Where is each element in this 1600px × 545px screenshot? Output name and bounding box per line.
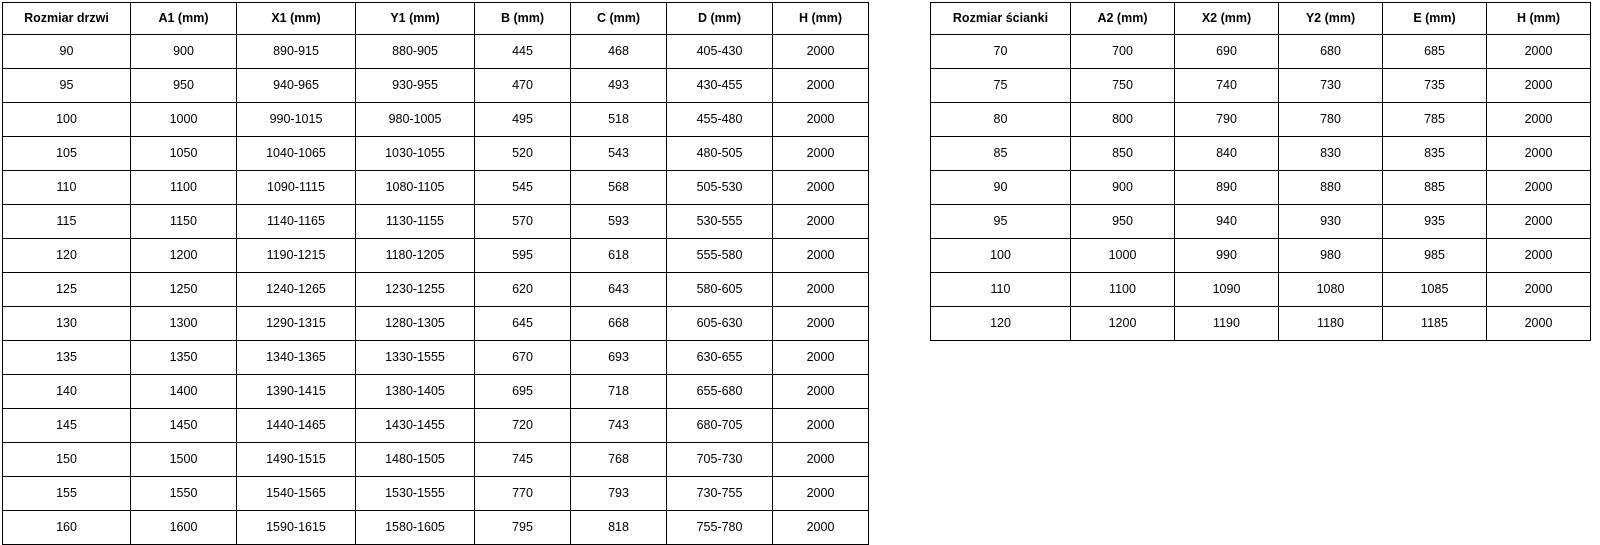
doors-cell: 605-630 [667, 307, 773, 341]
doors-cell: 545 [475, 171, 571, 205]
doors-cell: 1100 [131, 171, 237, 205]
doors-cell: 1400 [131, 375, 237, 409]
walls-cell: 735 [1383, 69, 1487, 103]
walls-cell: 680 [1279, 35, 1383, 69]
walls-cell: 940 [1175, 205, 1279, 239]
table-row [931, 205, 1591, 239]
doors-cell: 520 [475, 137, 571, 171]
walls-cell: 750 [1071, 69, 1175, 103]
table-row [3, 375, 869, 409]
doors-cell: 1000 [131, 103, 237, 137]
doors-cell: 120 [3, 239, 131, 273]
doors-cell: 2000 [773, 307, 869, 341]
table-row [3, 205, 869, 239]
doors-cell: 570 [475, 205, 571, 239]
doors-cell: 530-555 [667, 205, 773, 239]
walls-cell: 700 [1071, 35, 1175, 69]
walls-cell: 2000 [1487, 273, 1591, 307]
walls-header-cell: Y2 (mm) [1279, 3, 1383, 35]
table-row [931, 307, 1591, 341]
doors-cell: 2000 [773, 137, 869, 171]
table-row [931, 137, 1591, 171]
doors-cell: 580-605 [667, 273, 773, 307]
doors-cell: 155 [3, 477, 131, 511]
walls-table-body [931, 35, 1591, 341]
doors-cell: 1130-1155 [356, 205, 475, 239]
doors-cell: 643 [571, 273, 667, 307]
doors-cell: 818 [571, 511, 667, 545]
doors-cell: 768 [571, 443, 667, 477]
doors-cell: 880-905 [356, 35, 475, 69]
doors-cell: 1440-1465 [237, 409, 356, 443]
doors-cell: 1350 [131, 341, 237, 375]
doors-header-cell: H (mm) [773, 3, 869, 35]
walls-header-cell: Rozmiar ścianki [931, 3, 1071, 35]
walls-cell: 120 [931, 307, 1071, 341]
doors-cell: 1490-1515 [237, 443, 356, 477]
table-row [3, 137, 869, 171]
doors-cell: 2000 [773, 375, 869, 409]
table-row [3, 511, 869, 545]
doors-cell: 2000 [773, 409, 869, 443]
walls-cell: 110 [931, 273, 1071, 307]
walls-cell: 900 [1071, 171, 1175, 205]
doors-cell: 405-430 [667, 35, 773, 69]
doors-header-cell: Y1 (mm) [356, 3, 475, 35]
doors-cell: 2000 [773, 341, 869, 375]
doors-cell: 655-680 [667, 375, 773, 409]
doors-cell: 645 [475, 307, 571, 341]
walls-cell: 90 [931, 171, 1071, 205]
doors-cell: 2000 [773, 511, 869, 545]
doors-cell: 568 [571, 171, 667, 205]
walls-cell: 840 [1175, 137, 1279, 171]
walls-cell: 1090 [1175, 273, 1279, 307]
doors-cell: 2000 [773, 477, 869, 511]
doors-cell: 990-1015 [237, 103, 356, 137]
doors-cell: 693 [571, 341, 667, 375]
doors-cell: 1180-1205 [356, 239, 475, 273]
doors-cell: 1080-1105 [356, 171, 475, 205]
doors-cell: 480-505 [667, 137, 773, 171]
doors-cell: 1190-1215 [237, 239, 356, 273]
walls-cell: 935 [1383, 205, 1487, 239]
doors-cell: 900 [131, 35, 237, 69]
doors-cell: 705-730 [667, 443, 773, 477]
walls-cell: 930 [1279, 205, 1383, 239]
doors-table-head [3, 3, 869, 35]
walls-cell: 70 [931, 35, 1071, 69]
doors-cell: 125 [3, 273, 131, 307]
doors-cell: 743 [571, 409, 667, 443]
doors-cell: 100 [3, 103, 131, 137]
table-row [931, 171, 1591, 205]
doors-cell: 1540-1565 [237, 477, 356, 511]
doors-header-cell: C (mm) [571, 3, 667, 35]
doors-header-cell: A1 (mm) [131, 3, 237, 35]
doors-cell: 518 [571, 103, 667, 137]
doors-cell: 90 [3, 35, 131, 69]
table-row [3, 477, 869, 511]
doors-cell: 1430-1455 [356, 409, 475, 443]
walls-cell: 2000 [1487, 171, 1591, 205]
table-row [3, 307, 869, 341]
walls-cell: 685 [1383, 35, 1487, 69]
doors-cell: 950 [131, 69, 237, 103]
walls-cell: 1200 [1071, 307, 1175, 341]
doors-cell: 1480-1505 [356, 443, 475, 477]
table-row [931, 273, 1591, 307]
doors-cell: 493 [571, 69, 667, 103]
walls-cell: 790 [1175, 103, 1279, 137]
walls-cell: 690 [1175, 35, 1279, 69]
walls-cell: 835 [1383, 137, 1487, 171]
doors-cell: 430-455 [667, 69, 773, 103]
table-row [3, 409, 869, 443]
doors-cell: 718 [571, 375, 667, 409]
table-header-row [3, 3, 869, 35]
doors-cell: 1580-1605 [356, 511, 475, 545]
doors-cell: 620 [475, 273, 571, 307]
doors-cell: 755-780 [667, 511, 773, 545]
walls-header-cell: E (mm) [1383, 3, 1487, 35]
doors-cell: 105 [3, 137, 131, 171]
walls-dimensions-table [930, 2, 1591, 341]
table-row [931, 69, 1591, 103]
table-row [931, 35, 1591, 69]
doors-cell: 470 [475, 69, 571, 103]
doors-cell: 730-755 [667, 477, 773, 511]
doors-cell: 770 [475, 477, 571, 511]
doors-header-cell: B (mm) [475, 3, 571, 35]
walls-cell: 2000 [1487, 35, 1591, 69]
doors-cell: 150 [3, 443, 131, 477]
doors-cell: 1390-1415 [237, 375, 356, 409]
doors-header-cell: D (mm) [667, 3, 773, 35]
table-row [3, 443, 869, 477]
walls-cell: 2000 [1487, 137, 1591, 171]
walls-cell: 950 [1071, 205, 1175, 239]
doors-cell: 1330-1555 [356, 341, 475, 375]
doors-cell: 720 [475, 409, 571, 443]
walls-cell: 985 [1383, 239, 1487, 273]
table-row [3, 341, 869, 375]
doors-cell: 670 [475, 341, 571, 375]
doors-cell: 2000 [773, 35, 869, 69]
walls-cell: 75 [931, 69, 1071, 103]
table-row [931, 103, 1591, 137]
doors-cell: 1530-1555 [356, 477, 475, 511]
doors-cell: 745 [475, 443, 571, 477]
walls-cell: 1000 [1071, 239, 1175, 273]
walls-cell: 980 [1279, 239, 1383, 273]
walls-cell: 830 [1279, 137, 1383, 171]
doors-cell: 160 [3, 511, 131, 545]
doors-cell: 930-955 [356, 69, 475, 103]
doors-cell: 1600 [131, 511, 237, 545]
doors-cell: 495 [475, 103, 571, 137]
walls-header-cell: A2 (mm) [1071, 3, 1175, 35]
walls-table-head [931, 3, 1591, 35]
doors-cell: 2000 [773, 273, 869, 307]
doors-cell: 618 [571, 239, 667, 273]
doors-table-body [3, 35, 869, 545]
walls-cell: 885 [1383, 171, 1487, 205]
doors-cell: 115 [3, 205, 131, 239]
doors-cell: 505-530 [667, 171, 773, 205]
doors-cell: 1500 [131, 443, 237, 477]
doors-cell: 1240-1265 [237, 273, 356, 307]
walls-cell: 785 [1383, 103, 1487, 137]
walls-cell: 1185 [1383, 307, 1487, 341]
doors-cell: 2000 [773, 171, 869, 205]
table-row [3, 239, 869, 273]
doors-cell: 940-965 [237, 69, 356, 103]
walls-cell: 2000 [1487, 307, 1591, 341]
doors-cell: 1230-1255 [356, 273, 475, 307]
doors-cell: 2000 [773, 443, 869, 477]
doors-cell: 1450 [131, 409, 237, 443]
walls-cell: 1085 [1383, 273, 1487, 307]
doors-cell: 680-705 [667, 409, 773, 443]
doors-cell: 1140-1165 [237, 205, 356, 239]
doors-header-cell: Rozmiar drzwi [3, 3, 131, 35]
doors-cell: 555-580 [667, 239, 773, 273]
table-row [3, 69, 869, 103]
doors-cell: 1340-1365 [237, 341, 356, 375]
table-row [931, 239, 1591, 273]
walls-cell: 880 [1279, 171, 1383, 205]
doors-cell: 1200 [131, 239, 237, 273]
walls-table-container [930, 2, 1591, 341]
doors-cell: 2000 [773, 239, 869, 273]
doors-cell: 2000 [773, 103, 869, 137]
doors-cell: 668 [571, 307, 667, 341]
doors-cell: 980-1005 [356, 103, 475, 137]
walls-cell: 890 [1175, 171, 1279, 205]
walls-cell: 100 [931, 239, 1071, 273]
walls-cell: 1080 [1279, 273, 1383, 307]
table-row [3, 171, 869, 205]
walls-cell: 800 [1071, 103, 1175, 137]
walls-header-cell: H (mm) [1487, 3, 1591, 35]
doors-cell: 695 [475, 375, 571, 409]
doors-cell: 1250 [131, 273, 237, 307]
walls-cell: 80 [931, 103, 1071, 137]
doors-cell: 445 [475, 35, 571, 69]
doors-dimensions-table [2, 2, 869, 545]
doors-cell: 543 [571, 137, 667, 171]
walls-cell: 2000 [1487, 205, 1591, 239]
doors-cell: 1280-1305 [356, 307, 475, 341]
walls-cell: 2000 [1487, 239, 1591, 273]
doors-cell: 795 [475, 511, 571, 545]
walls-cell: 1190 [1175, 307, 1279, 341]
doors-cell: 1590-1615 [237, 511, 356, 545]
doors-cell: 110 [3, 171, 131, 205]
doors-cell: 1050 [131, 137, 237, 171]
doors-cell: 2000 [773, 69, 869, 103]
doors-cell: 1150 [131, 205, 237, 239]
walls-cell: 85 [931, 137, 1071, 171]
walls-cell: 990 [1175, 239, 1279, 273]
doors-cell: 95 [3, 69, 131, 103]
walls-cell: 730 [1279, 69, 1383, 103]
doors-cell: 1290-1315 [237, 307, 356, 341]
doors-cell: 135 [3, 341, 131, 375]
walls-cell: 1180 [1279, 307, 1383, 341]
table-header-row [931, 3, 1591, 35]
walls-cell: 95 [931, 205, 1071, 239]
walls-header-cell: X2 (mm) [1175, 3, 1279, 35]
doors-cell: 140 [3, 375, 131, 409]
doors-cell: 130 [3, 307, 131, 341]
doors-cell: 1380-1405 [356, 375, 475, 409]
doors-cell: 593 [571, 205, 667, 239]
doors-cell: 630-655 [667, 341, 773, 375]
doors-cell: 1090-1115 [237, 171, 356, 205]
doors-cell: 2000 [773, 205, 869, 239]
doors-header-cell: X1 (mm) [237, 3, 356, 35]
doors-cell: 468 [571, 35, 667, 69]
table-row [3, 35, 869, 69]
doors-cell: 1040-1065 [237, 137, 356, 171]
walls-cell: 2000 [1487, 69, 1591, 103]
doors-cell: 1550 [131, 477, 237, 511]
table-row [3, 273, 869, 307]
doors-cell: 1300 [131, 307, 237, 341]
doors-cell: 455-480 [667, 103, 773, 137]
doors-cell: 145 [3, 409, 131, 443]
walls-cell: 1100 [1071, 273, 1175, 307]
walls-cell: 740 [1175, 69, 1279, 103]
doors-cell: 793 [571, 477, 667, 511]
walls-cell: 780 [1279, 103, 1383, 137]
doors-cell: 1030-1055 [356, 137, 475, 171]
doors-cell: 595 [475, 239, 571, 273]
table-row [3, 103, 869, 137]
walls-cell: 850 [1071, 137, 1175, 171]
walls-cell: 2000 [1487, 103, 1591, 137]
doors-table-container [2, 2, 869, 545]
doors-cell: 890-915 [237, 35, 356, 69]
